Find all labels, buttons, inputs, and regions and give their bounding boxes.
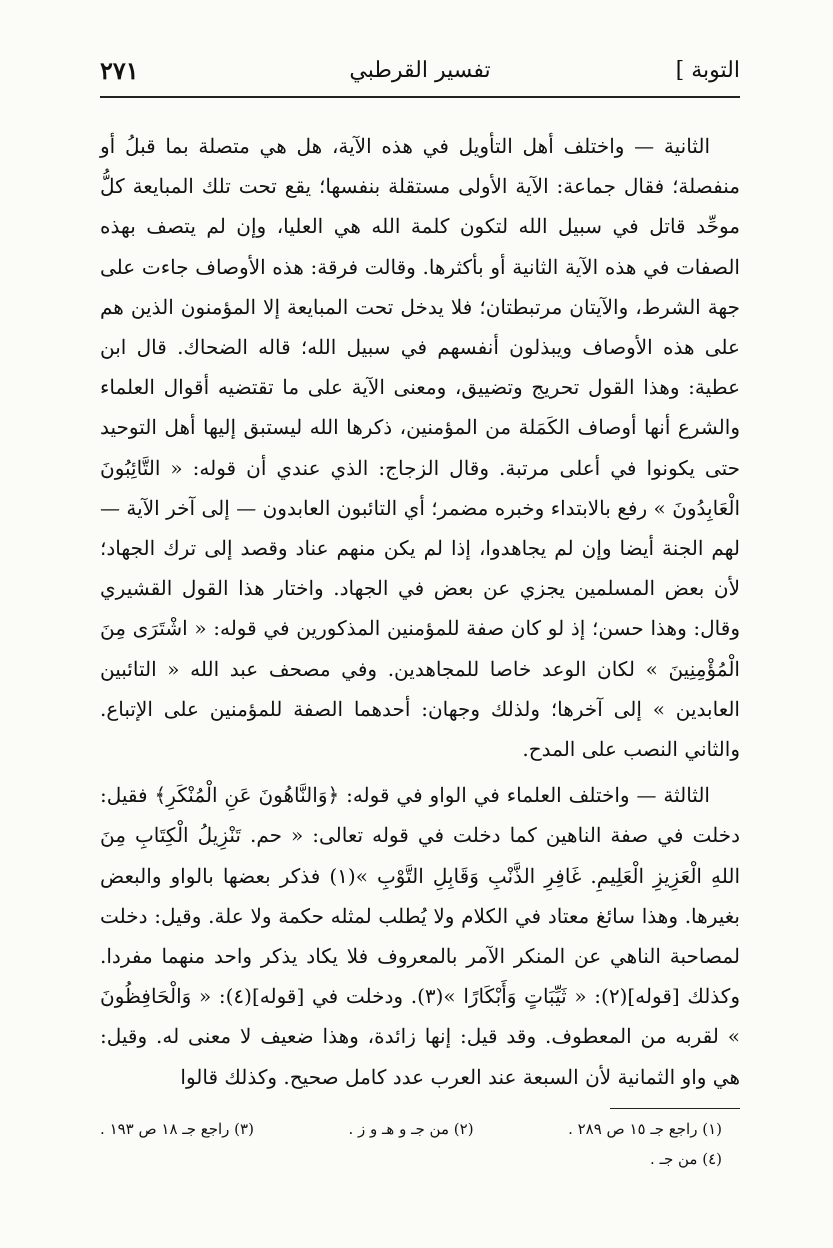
footnote-divider: [610, 1108, 740, 1109]
page-header: [100, 52, 740, 92]
footnote-line: [100, 1114, 740, 1144]
page-number: ٢٧١: [100, 56, 139, 85]
main-text: [100, 126, 740, 1097]
footnote-2: (٢) من جـ و هـ و ز .: [348, 1120, 474, 1138]
footnotes: [100, 1114, 740, 1174]
footnote-line: [100, 1144, 740, 1174]
header-divider: [100, 96, 740, 98]
paragraph-third-issue: الثالثة — واختلف العلماء في الواو في قوله: ﴿وَالنَّاهُونَ عَنِ الْمُنْكَرِ﴾ فقيل: دخلت في صفة الناهين كما دخلت في قوله تعالى: « حم. تَنْزِيلُ الْكِتَابِ مِنَ اللهِ الْعَزِيزِ الْعَلِيمِ. غَافِرِ الذَّنْبِ وَقَابِلِ التَّوْبِ »(١) فذكر بعضها بالواو والبعض بغيرها. وهذا سائغ معتاد في الكلام ولا يُطلب لمثله حكمة ولا علة. وقيل: دخلت لمصاحبة الناهي عن المنكر الآمر بالمعروف فلا يكاد يذكر واحد منهما مفردا. وكذلك [قوله](٢): « ثَيِّبَاتٍ وَأَبْكَارًا »(٣). ودخلت في [قوله](٤): « وَالْحَافِظُونَ » لقربه من المعطوف. وقد قيل: إنها زائدة، وهذا ضعيف لا معنى له. وقيل: هي واو الثمانية لأن السبعة عند العرب عدد كامل صحيح. وكذلك قالوا: [100, 783, 740, 1089]
paragraph-second-issue: الثانية — واختلف أهل التأويل في هذه الآية، هل هي متصلة بما قبلُ أو منفصلة؛ فقال جماعة: الآية الأولى مستقلة بنفسها؛ يقع تحت تلك المبايعة كلُّ موحِّد قاتل في سبيل الله لتكون كلمة الله هي العليا، وإن لم يتصف بهذه الصفات في هذه الآية الثانية أو بأكثرها. وقالت فرقة: هذه الأوصاف جاءت على جهة الشرط، والآيتان مرتبطتان؛ فلا يدخل تحت المبايعة إلا المؤمنون الذين هم على هذه الأوصاف ويبذلون أنفسهم في سبيل الله؛ قاله الضحاك. قال ابن عطية: وهذا القول تحريج وتضييق، ومعنى الآية على ما تقتضيه أقوال العلماء والشرع أنها أوصاف الكَمَلة من المؤمنين، ذكرها الله ليستبق إليها أهل التوحيد حتى يكونوا في أعلى مرتبة. وقال الزجاج: الذي عندي أن قوله: « التَّائِبُونَ الْعَابِدُونَ » رفع بالابتداء وخبره مضمر؛ أي التائبون العابدون — إلى آخر الآية — لهم الجنة أيضا وإن لم يجاهدوا، إذا لم يكن منهم عناد وقصد إلى ترك الجهاد؛ لأن بعض المسلمين يجزي عن بعض في الجهاد. واختار هذا القول القشيري وقال: وهذا حسن؛ إذ لو كان صفة للمؤمنين المذكورين في قوله: « اشْتَرَى مِنَ الْمُؤْمِنِينَ » لكان الوعد خاصا للمجاهدين. وفي مصحف عبد الله « التائبين العابدين » إلى آخرها؛ ولذلك وجهان: أحدهما الصفة للمؤمنين على الإتباع. والثاني النصب على المدح.: [100, 134, 740, 762]
footnote-3: (٣) راجع جـ ١٨ ص ١٩٣ .: [100, 1120, 254, 1138]
sura-name: التوبة ]: [675, 58, 740, 83]
footnote-4: (٤) من جـ .: [650, 1150, 722, 1168]
footnote-1: (١) راجع جـ ١٥ ص ٢٨٩ .: [568, 1120, 722, 1138]
book-title: تفسير القرطبي: [349, 58, 491, 83]
